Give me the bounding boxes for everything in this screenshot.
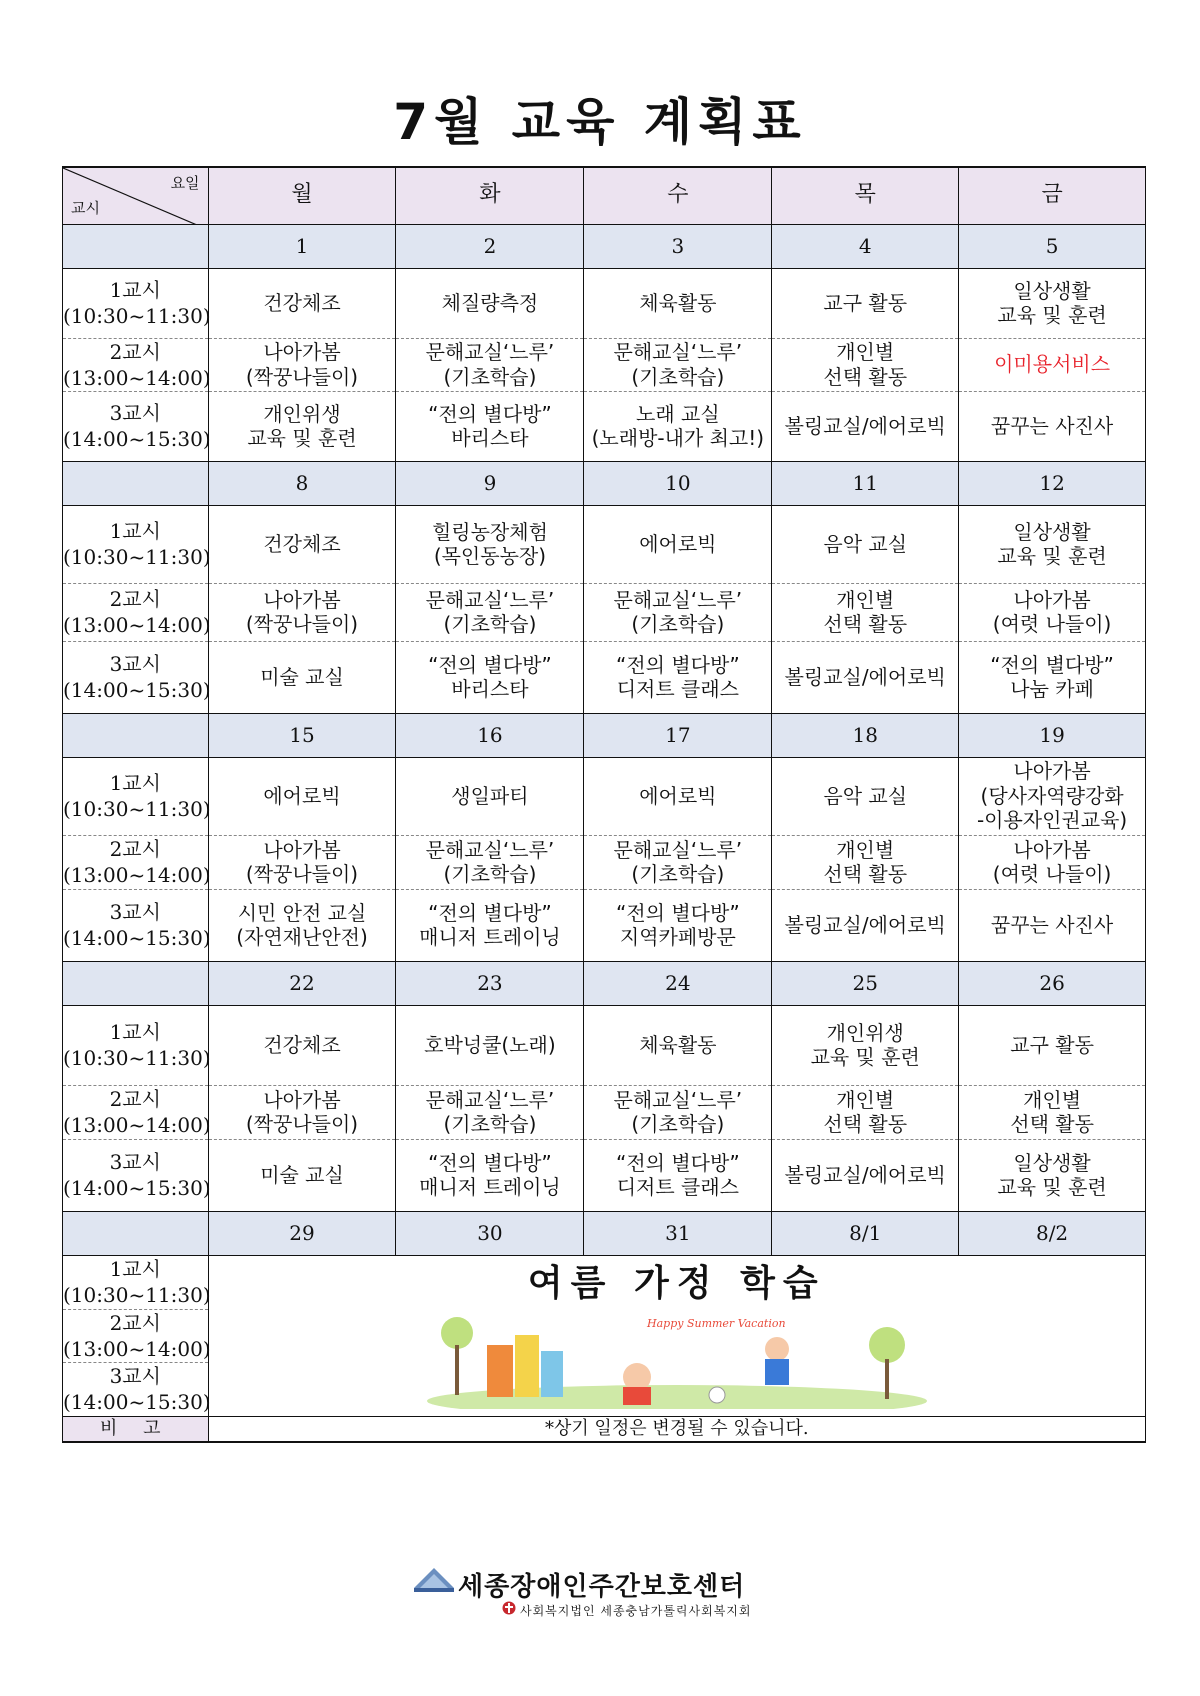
period-time: (14:00~15:30)	[63, 1390, 211, 1414]
activity-line: 개인위생	[826, 1020, 904, 1045]
activity-line: 음악 교실	[823, 531, 908, 556]
organization-sub: 사회복지법인 세종충남가톨릭사회복지회	[520, 1604, 752, 1618]
page-title: 7월 교육 계획표	[393, 93, 807, 151]
schedule-grid	[62, 166, 1146, 1443]
activity-cell	[959, 338, 1146, 391]
activity-cell	[959, 641, 1146, 713]
period-label	[63, 1139, 209, 1211]
activity-line: 개인별	[836, 340, 895, 365]
activity-cell	[396, 889, 584, 961]
activity-line: 이미용서비스	[994, 352, 1111, 377]
activity-cell	[208, 1085, 396, 1139]
activity-line: 나아가봄	[263, 837, 341, 862]
period-label	[63, 391, 209, 461]
activity-line: “전의 별다방”	[616, 900, 740, 925]
activity-line: -이용자인권교육)	[976, 808, 1128, 833]
period-row	[63, 583, 1146, 641]
organization-name: 세종장애인주간보호센터	[458, 1572, 746, 1602]
date-cell: 15	[208, 713, 396, 757]
activity-line: 일상생활	[1013, 1150, 1091, 1175]
activity-line: 에어로빅	[263, 783, 341, 808]
date-cell: 2	[396, 224, 584, 268]
activity-line: 지역카페방문	[619, 925, 736, 949]
period-name: 1교시	[109, 1020, 161, 1044]
activity-cell	[396, 268, 584, 338]
activity-cell	[772, 338, 959, 391]
activity-line: 선택 활동	[823, 612, 908, 636]
activity-cell	[959, 391, 1146, 461]
period-label	[63, 338, 209, 391]
activity-cell	[396, 641, 584, 713]
activity-cell	[584, 1139, 772, 1211]
activity-line: (여렷 나들이)	[992, 612, 1112, 636]
period-row	[63, 338, 1146, 391]
activity-line: 시민 안전 교실	[237, 900, 367, 925]
activity-cell	[584, 835, 772, 889]
activity-cell	[959, 835, 1146, 889]
activity-line: 문해교실‘느루’	[613, 587, 743, 612]
catholic-cross-icon	[502, 1601, 516, 1615]
activity-cell	[584, 889, 772, 961]
activity-cell	[959, 268, 1146, 338]
activity-line: 개인별	[836, 837, 895, 862]
activity-cell	[584, 268, 772, 338]
period-label	[63, 1362, 209, 1416]
weekday-wed: 수	[584, 167, 772, 224]
period-label	[63, 641, 209, 713]
period-name: 2교시	[109, 339, 161, 364]
activity-line: 일상생활	[1013, 519, 1091, 544]
note-text: *상기 일정은 변경될 수 있습니다.	[208, 1416, 1145, 1442]
activity-cell	[396, 835, 584, 889]
weekday-mon: 월	[208, 167, 396, 224]
activity-cell	[959, 889, 1146, 961]
period-label	[63, 1255, 209, 1309]
activity-line: 생일파티	[451, 783, 529, 808]
activity-line: 일상생활	[1013, 278, 1091, 303]
activity-line: (기초학습)	[443, 364, 537, 389]
activity-line: (짝꿍나들이)	[245, 1112, 359, 1136]
activity-line: 나아가봄	[1013, 837, 1091, 862]
activity-line: “전의 별다방”	[990, 652, 1114, 677]
period-time: (10:30~11:30)	[63, 545, 211, 569]
activity-cell	[959, 583, 1146, 641]
period-time: (14:00~15:30)	[63, 926, 211, 950]
activity-cell	[584, 641, 772, 713]
period-label	[63, 1309, 209, 1362]
activity-cell	[959, 1085, 1146, 1139]
activity-line: 바리스타	[451, 677, 529, 701]
activity-cell	[772, 391, 959, 461]
corner-cell	[63, 167, 209, 224]
activity-line: 교육 및 훈련	[997, 303, 1107, 327]
activity-line: (짝꿍나들이)	[245, 364, 359, 389]
period-name: 3교시	[109, 1150, 161, 1174]
activity-line: 교육 및 훈련	[997, 1175, 1107, 1199]
date-cell: 4	[772, 224, 959, 268]
center-logo-icon	[412, 1562, 456, 1594]
weekday-header-row	[63, 167, 1146, 224]
period-time: (13:00~14:00)	[63, 613, 211, 637]
activity-line: “전의 별다방”	[616, 652, 740, 677]
activity-line: “전의 별다방”	[428, 900, 552, 925]
activity-line: 교육 및 훈련	[247, 426, 357, 450]
activity-line: (기초학습)	[631, 1112, 725, 1136]
period-name: 2교시	[109, 1087, 161, 1111]
date-row-blank	[63, 224, 209, 268]
activity-cell	[772, 1005, 959, 1085]
activity-line: (목인동농장)	[433, 544, 547, 568]
activity-line: 미술 교실	[260, 664, 344, 689]
date-cell: 24	[584, 961, 772, 1005]
date-cell: 5	[959, 224, 1146, 268]
period-time: (10:30~11:30)	[63, 1046, 211, 1070]
activity-line: 바리스타	[451, 426, 529, 450]
activity-line: “전의 별다방”	[616, 1150, 740, 1175]
activity-line: 나아가봄	[263, 587, 341, 612]
period-name: 3교시	[109, 1364, 161, 1388]
date-cell: 30	[396, 1211, 584, 1255]
date-cell: 29	[208, 1211, 396, 1255]
date-row-blank	[63, 961, 209, 1005]
activity-line: (기초학습)	[631, 612, 725, 636]
activity-line: 문해교실‘느루’	[613, 837, 743, 862]
activity-cell	[772, 641, 959, 713]
activity-line: 나눔 카페	[1010, 677, 1094, 701]
period-label	[63, 505, 209, 583]
activity-cell	[772, 268, 959, 338]
period-row	[63, 505, 1146, 583]
period-row	[63, 835, 1146, 889]
date-cell: 26	[959, 961, 1146, 1005]
activity-line: 문해교실‘느루’	[425, 340, 555, 365]
activity-cell	[584, 757, 772, 835]
date-cell: 9	[396, 461, 584, 505]
summer-vacation-cell	[208, 1255, 1145, 1416]
activity-line: 교구 활동	[823, 290, 908, 315]
activity-line: 체질량측정	[441, 290, 539, 315]
period-name: 3교시	[109, 652, 161, 676]
date-cell: 12	[959, 461, 1146, 505]
date-cell: 1	[208, 224, 396, 268]
period-row	[63, 391, 1146, 461]
activity-line: 문해교실‘느루’	[613, 340, 743, 365]
period-time: (14:00~15:30)	[63, 427, 211, 451]
activity-cell	[772, 1085, 959, 1139]
activity-line: 에어로빅	[639, 531, 717, 556]
activity-cell	[584, 505, 772, 583]
activity-cell	[772, 757, 959, 835]
activity-line: 디저트 클래스	[616, 677, 739, 701]
period-label	[63, 835, 209, 889]
date-cell: 10	[584, 461, 772, 505]
period-name: 1교시	[109, 1257, 161, 1281]
activity-line: 볼링교실/에어로빅	[784, 664, 946, 689]
date-row	[63, 1211, 1146, 1255]
activity-cell	[208, 338, 396, 391]
activity-line: 체육활동	[639, 1032, 717, 1057]
activity-cell	[584, 391, 772, 461]
activity-cell	[208, 391, 396, 461]
corner-day-label: 요일	[170, 174, 200, 192]
date-cell: 8	[208, 461, 396, 505]
activity-line: (기초학습)	[443, 1112, 537, 1136]
activity-line: 호박넝쿨(노래)	[424, 1032, 556, 1057]
date-cell: 8/2	[959, 1211, 1146, 1255]
activity-line: 힐링농장체험	[431, 519, 548, 544]
activity-line: 미술 교실	[260, 1162, 344, 1187]
activity-line: (기초학습)	[631, 862, 725, 886]
date-row	[63, 961, 1146, 1005]
activity-line: 건강체조	[263, 531, 341, 556]
activity-line: (짝꿍나들이)	[245, 612, 359, 636]
schedule-table	[62, 166, 1146, 1548]
date-row-blank	[63, 461, 209, 505]
activity-cell	[396, 583, 584, 641]
activity-line: 건강체조	[263, 290, 341, 315]
activity-line: 선택 활동	[823, 862, 908, 886]
period-time: (14:00~15:30)	[63, 678, 211, 702]
period-name: 3교시	[109, 900, 161, 924]
activity-cell	[772, 1139, 959, 1211]
period-row	[63, 1005, 1146, 1085]
activity-cell	[208, 889, 396, 961]
activity-cell	[208, 268, 396, 338]
activity-line: 매니저 트레이닝	[419, 1175, 561, 1199]
activity-cell	[396, 338, 584, 391]
period-time: (13:00~14:00)	[63, 1336, 211, 1361]
period-time: (14:00~15:30)	[63, 1176, 211, 1200]
activity-line: (당사자역량강화	[980, 783, 1124, 808]
activity-line: 선택 활동	[823, 1112, 908, 1136]
date-cell: 16	[396, 713, 584, 757]
weekday-fri: 금	[959, 167, 1146, 224]
period-time: (13:00~14:00)	[63, 1113, 211, 1137]
period-label	[63, 757, 209, 835]
date-cell: 11	[772, 461, 959, 505]
period-time: (10:30~11:30)	[63, 797, 211, 821]
activity-cell	[772, 889, 959, 961]
activity-line: 문해교실‘느루’	[425, 587, 555, 612]
activity-line: 문해교실‘느루’	[613, 1087, 743, 1112]
activity-line: 선택 활동	[1010, 1112, 1094, 1136]
activity-line: 볼링교실/에어로빅	[784, 1162, 946, 1187]
period-label	[63, 889, 209, 961]
activity-line: (짝꿍나들이)	[245, 862, 359, 886]
period-name: 2교시	[109, 1310, 161, 1335]
activity-cell	[584, 583, 772, 641]
note-row	[63, 1416, 1146, 1442]
activity-line: 체육활동	[639, 290, 717, 315]
date-row-blank	[63, 1211, 209, 1255]
date-row	[63, 461, 1146, 505]
period-label	[63, 268, 209, 338]
activity-cell	[208, 583, 396, 641]
activity-line: 매니저 트레이닝	[419, 925, 561, 949]
activity-cell	[584, 1085, 772, 1139]
weekday-tue: 화	[396, 167, 584, 224]
activity-line: 교구 활동	[1010, 1032, 1094, 1057]
activity-line: (노래방-내가 최고!)	[591, 426, 765, 450]
activity-line: (기초학습)	[631, 364, 725, 389]
period-name: 3교시	[109, 401, 161, 425]
activity-cell	[208, 505, 396, 583]
date-cell: 8/1	[772, 1211, 959, 1255]
footer	[0, 1558, 1200, 1638]
activity-line: 에어로빅	[639, 783, 717, 808]
period-row	[63, 268, 1146, 338]
date-cell: 3	[584, 224, 772, 268]
period-name: 2교시	[109, 587, 161, 611]
activity-cell	[208, 1139, 396, 1211]
activity-line: 볼링교실/에어로빅	[784, 413, 946, 438]
activity-cell	[959, 1005, 1146, 1085]
period-time: (10:30~11:30)	[63, 1283, 211, 1307]
activity-cell	[959, 1139, 1146, 1211]
activity-cell	[584, 338, 772, 391]
date-row-blank	[63, 713, 209, 757]
date-row	[63, 713, 1146, 757]
activity-line: (기초학습)	[443, 862, 537, 886]
activity-line: 개인별	[836, 1087, 895, 1112]
activity-cell	[396, 757, 584, 835]
period-label	[63, 1085, 209, 1139]
activity-cell	[772, 583, 959, 641]
activity-line: 교육 및 훈련	[997, 544, 1107, 568]
activity-line: 나아가봄	[1013, 759, 1091, 784]
vacation-title: 여름 가정 학습	[527, 1261, 826, 1304]
period-name: 1교시	[109, 771, 161, 795]
date-row	[63, 224, 1146, 268]
date-cell: 19	[959, 713, 1146, 757]
period-name: 2교시	[109, 837, 161, 861]
period-row	[63, 641, 1146, 713]
activity-line: 나아가봄	[263, 1087, 341, 1112]
note-label: 비 고	[63, 1416, 209, 1442]
date-cell: 17	[584, 713, 772, 757]
activity-line: (기초학습)	[443, 612, 537, 636]
period-name: 1교시	[109, 519, 161, 543]
activity-cell	[772, 505, 959, 583]
schedule-body	[63, 167, 1146, 1442]
activity-line: “전의 별다방”	[428, 1150, 552, 1175]
activity-line: 노래 교실	[636, 401, 720, 426]
summer-vacation-illustration	[417, 1305, 937, 1409]
activity-cell	[959, 505, 1146, 583]
activity-line: (자연재난안전)	[236, 925, 368, 949]
activity-cell	[208, 835, 396, 889]
activity-cell	[959, 757, 1146, 835]
period-time: (10:30~11:30)	[63, 304, 211, 328]
activity-cell	[396, 391, 584, 461]
date-cell: 31	[584, 1211, 772, 1255]
date-cell: 18	[772, 713, 959, 757]
period-time: (13:00~14:00)	[63, 863, 211, 887]
activity-cell	[208, 757, 396, 835]
activity-line: 볼링교실/에어로빅	[784, 912, 946, 937]
period-row	[63, 1255, 1146, 1309]
activity-line: 나아가봄	[263, 340, 341, 365]
activity-cell	[208, 1005, 396, 1085]
activity-cell	[772, 835, 959, 889]
activity-line: 건강체조	[263, 1032, 341, 1057]
date-cell: 22	[208, 961, 396, 1005]
activity-cell	[396, 1139, 584, 1211]
period-label	[63, 583, 209, 641]
activity-line: 개인별	[1023, 1087, 1082, 1112]
period-label	[63, 1005, 209, 1085]
corner-period-label: 교시	[71, 199, 100, 218]
activity-line: 나아가봄	[1013, 587, 1091, 612]
activity-line: 개인위생	[263, 401, 341, 426]
activity-line: 음악 교실	[823, 783, 908, 808]
date-cell: 23	[396, 961, 584, 1005]
activity-line: “전의 별다방”	[428, 652, 552, 677]
period-row	[63, 1139, 1146, 1211]
period-row	[63, 1085, 1146, 1139]
activity-cell	[584, 1005, 772, 1085]
activity-cell	[208, 641, 396, 713]
activity-cell	[396, 505, 584, 583]
activity-cell	[396, 1005, 584, 1085]
activity-line: 선택 활동	[823, 364, 908, 389]
vacation-banner-text: Happy Summer Vacation	[646, 1317, 786, 1331]
activity-line: 문해교실‘느루’	[425, 1087, 555, 1112]
activity-line: 교육 및 훈련	[810, 1045, 920, 1069]
period-time: (13:00~14:00)	[63, 365, 211, 390]
activity-cell	[396, 1085, 584, 1139]
activity-line: 개인별	[836, 587, 895, 612]
period-name: 1교시	[109, 278, 161, 302]
period-row	[63, 889, 1146, 961]
activity-line: 꿈꾸는 사진사	[990, 912, 1114, 937]
weekday-thu: 목	[772, 167, 959, 224]
activity-line: “전의 별다방”	[428, 401, 552, 426]
activity-line: (여렷 나들이)	[992, 862, 1112, 886]
activity-line: 문해교실‘느루’	[425, 837, 555, 862]
activity-line: 디저트 클래스	[616, 1175, 739, 1199]
period-row	[63, 757, 1146, 835]
activity-line: 꿈꾸는 사진사	[990, 413, 1114, 438]
date-cell: 25	[772, 961, 959, 1005]
